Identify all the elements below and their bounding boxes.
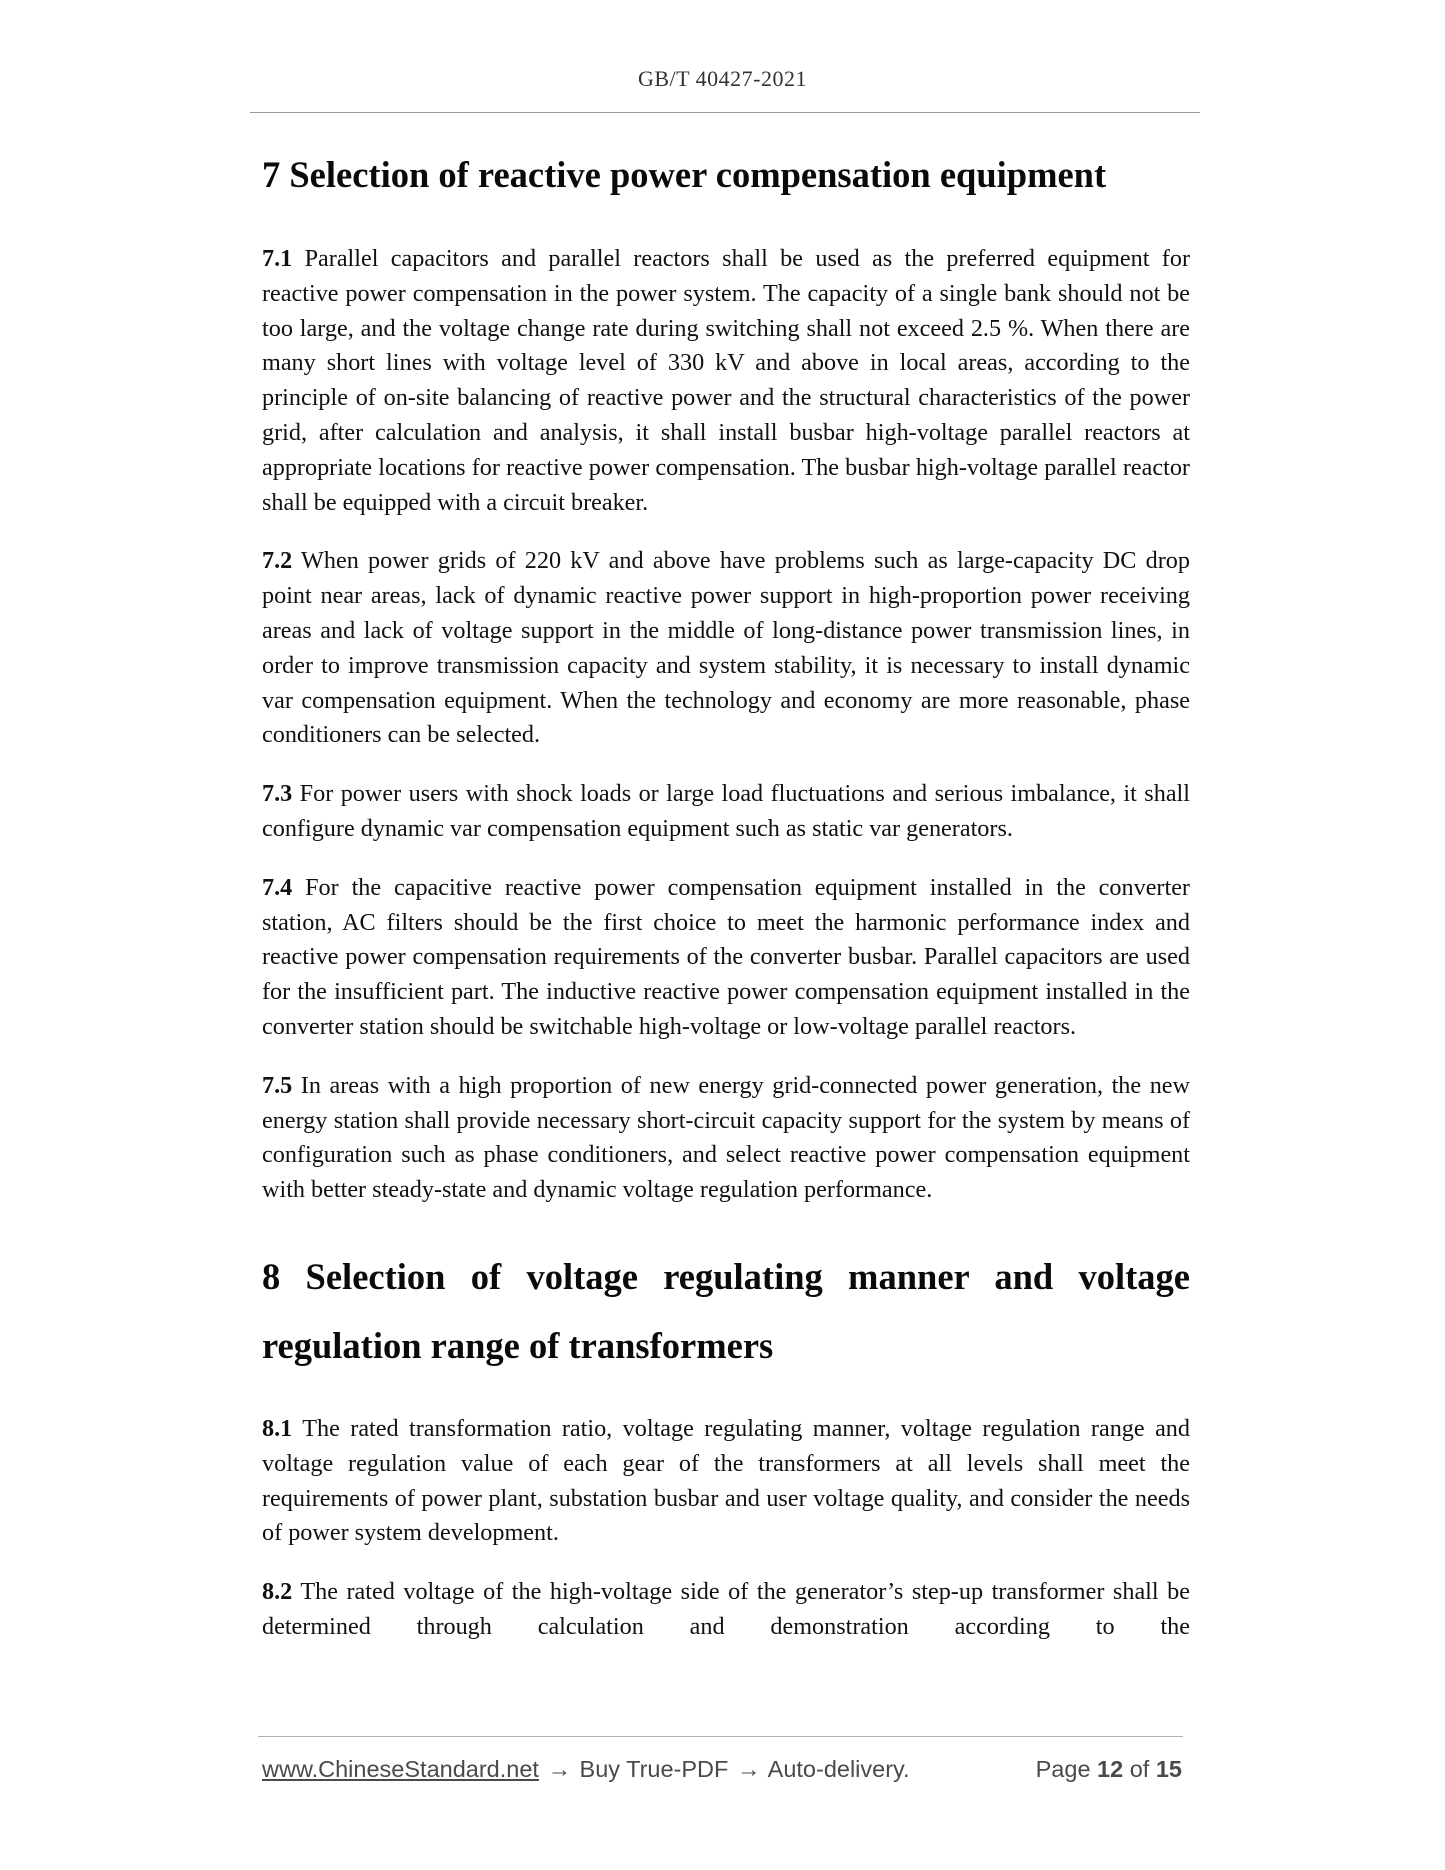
page-indicator — [1036, 1756, 1182, 1783]
clause-text: The rated transformation ratio, voltage regulating manner, voltage regulation range and voltage regulation value of each gear of the transformers at all levels shall meet the requirements of power plant, substation busbar and user voltage quality, and consider the needs of power system development. — [262, 1414, 1190, 1547]
page-label: Page — [1035, 1756, 1098, 1782]
clause-7-1 — [262, 242, 1190, 520]
delivery-text: Auto-delivery. — [762, 1756, 910, 1782]
page-total: 15 — [1155, 1756, 1182, 1782]
section-8-heading: 8 Selection of voltage regulating manner and voltage regulation range of transformers — [262, 1255, 1190, 1366]
page-body — [262, 150, 1190, 1645]
clause-number: 7.4 — [262, 873, 293, 901]
clause-text: In areas with a high proportion of new energy grid-connected power generation, the new energy station shall provide necessary short-circuit capacity support for the system by means of configuration such as phase conditioners, and select reactive power compensation equipment with better steady-state and dynamic voltage regulation performance. — [262, 1071, 1190, 1204]
clause-7-2 — [262, 544, 1190, 753]
clause-text: Parallel capacitors and parallel reactors shall be used as the preferred equipment for reactive power compensation in the power system. The capacity of a single bank should not be too large, and the voltage change rate during switching shall not exceed 2.5 %. When there are many short lines with voltage level of 330 kV and above in local areas, according to the principle of on-site balancing of reactive power and the structural characteristics of the power grid, after calculation and analysis, it shall install busbar high-voltage parallel reactors at appropriate locations for reactive power compensation. The busbar high-voltage parallel reactor shall be equipped with a circuit breaker. — [262, 245, 1190, 516]
clause-text: The rated voltage of the high-voltage side of the generator’s step-up transformer shall be determined through calculation and demonstration according to the — [262, 1578, 1190, 1640]
section-7-heading: 7 Selection of reactive power compensation equipment — [262, 154, 1107, 195]
clause-number: 8.1 — [262, 1414, 293, 1442]
footer-text — [539, 1756, 910, 1782]
clause-7-4 — [262, 871, 1190, 1045]
clause-7-5 — [262, 1069, 1190, 1208]
buy-text: Buy True-PDF — [572, 1756, 735, 1782]
clause-number: 7.1 — [262, 245, 293, 272]
arrow-right-icon: → — [547, 1756, 571, 1782]
footer-divider — [258, 1736, 1183, 1737]
clause-text: For the capacitive reactive power compensation equipment installed in the converter station, AC filters should be the first choice to meet the harmonic performance index and reactive power compensation requirements of the converter busbar. Parallel capacitors are used for the insufficient part. The inductive reactive power compensation equipment installed in the converter station should be switchable high-voltage or low-voltage parallel reactors. — [262, 873, 1190, 1040]
header-divider — [250, 112, 1200, 113]
clause-number: 7.3 — [262, 780, 293, 808]
clause-text: When power grids of 220 kV and above have problems such as large-capacity DC drop point near areas, lack of dynamic reactive power support in high-proportion power receiving areas and lack of voltage support in the middle of long-distance power transmission lines, in order to improve transmission capacity and system stability, it is necessary to install dynamic var compensation equipment. When the technology and economy are more reasonable, phase conditioners can be selected. — [262, 547, 1190, 749]
page-footer — [262, 1756, 1182, 1788]
clause-text: For power users with shock loads or large load fluctuations and serious imbalance, it shall configure dynamic var compensation equipment such as static var generators. — [262, 780, 1190, 842]
clause-8-1 — [262, 1412, 1190, 1551]
clause-7-3 — [262, 777, 1190, 847]
arrow-right-icon: → — [736, 1756, 761, 1782]
clause-number: 7.2 — [262, 547, 293, 575]
clause-number: 7.5 — [262, 1071, 293, 1099]
clause-number: 8.2 — [262, 1578, 293, 1606]
page-of-label: of — [1123, 1756, 1156, 1782]
page-current: 12 — [1097, 1756, 1124, 1782]
chinesestandard-link[interactable]: www.ChineseStandard.net — [262, 1756, 539, 1782]
clause-8-2 — [262, 1575, 1190, 1645]
running-header: GB/T 40427-2021 — [637, 66, 808, 91]
